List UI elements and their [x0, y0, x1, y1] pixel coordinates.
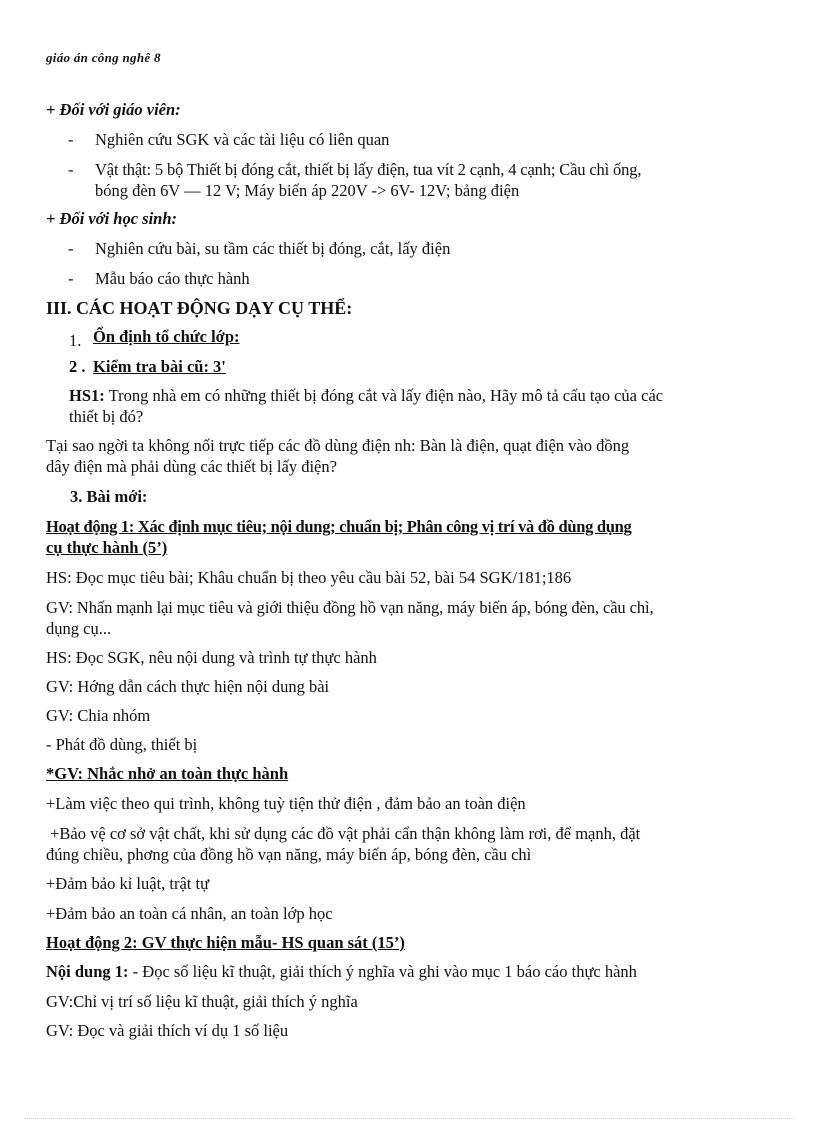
activity1-title: Hoạt động 1: Xác định mục tiêu; nội dung; chuẩn bị; Phân công vị trí và đồ dùng dụng	[46, 517, 632, 536]
dash-bullet: -	[68, 239, 74, 258]
step2-number: 2 .	[69, 357, 86, 376]
content-line: GV: Chia nhóm	[46, 706, 151, 725]
hs1-text: Trong nhà em có những thiết bị đóng cắt và lấy điện nào, Hãy mô tả cấu tạo của các	[104, 386, 664, 405]
content-line: - Phát đồ dùng, thiết bị	[46, 735, 198, 754]
content-line: GV: Hớng dẫn cách thực hiện nội dung bài	[46, 677, 330, 696]
dash-bullet: -	[68, 160, 74, 179]
dash-bullet: -	[68, 269, 74, 288]
question-line-1: Tại sao ngời ta không nối trực tiếp các đồ dùng điện nh: Bàn là điện, quạt điện vào đồng	[46, 436, 630, 455]
dash-bullet: -	[68, 130, 74, 149]
safety-item-cont: đúng chiều, phơng của đồng hồ vạn năng, máy biến áp, bóng đèn, cầu chì	[46, 845, 532, 864]
step1-number: 1.	[69, 331, 82, 350]
student-heading: + Đối với học sinh:	[46, 209, 178, 228]
content1-text: - Đọc số liệu kĩ thuật, giải thích ý nghĩa và ghi vào mục 1 báo cáo thực hành	[128, 962, 637, 981]
content1-label: Nội dung 1:	[46, 962, 129, 981]
content-line: GV: Đọc và giải thích ví dụ 1 số liệu	[46, 1021, 289, 1040]
step2-title	[93, 356, 226, 377]
hs1-question-cont: thiết bị đó?	[69, 407, 144, 426]
safety-item: +Đảm bảo an toàn cá nhân, an toàn lớp học	[46, 904, 333, 923]
step3-title	[70, 486, 147, 507]
content-line: HS: Đọc mục tiêu bài; Khâu chuẩn bị theo yêu cầu bài 52, bài 54 SGK/181;186	[46, 568, 572, 587]
teacher-item-2-cont: bóng đèn 6V — 12 V; Máy biến áp 220V -> 6V- 12V; bảng điện	[95, 181, 520, 200]
teacher-item-1: Nghiên cứu SGK và các tài liệu có liên quan	[95, 130, 390, 149]
safety-heading: *GV: Nhắc nhở an toàn thực hành	[46, 764, 289, 783]
question-line-2: dây điện mà phải dùng các thiết bị lấy điện?	[46, 457, 337, 476]
content-line: GV:Chỉ vị trí số liệu kĩ thuật, giải thích ý nghĩa	[46, 992, 358, 1011]
content-line: HS: Đọc SGK, nêu nội dung và trình tự thực hành	[46, 648, 377, 667]
safety-item: +Làm việc theo qui trình, không tuỳ tiện thử điện , đảm bảo an toàn điện	[46, 794, 526, 813]
page-header: giáo án công nghê 8	[46, 50, 161, 65]
teacher-heading: + Đối với giáo viên:	[46, 100, 181, 119]
section-title: III. CÁC HOẠT ĐỘNG DẠY CỤ THỂ:	[46, 298, 353, 318]
safety-item: +Bảo vệ cơ sở vật chất, khi sử dụng các đồ vật phải cẩn thận không làm rơi, để mạnh, đặt	[46, 824, 641, 843]
hs1-label: HS1:	[69, 386, 105, 405]
activity2-title: Hoạt động 2: GV thực hiện mẫu- HS quan sát (15’)	[46, 933, 405, 952]
hs1-question	[69, 385, 663, 406]
step3-text: 3. Bài mới:	[70, 487, 148, 506]
teacher-item-2: Vật thật: 5 bộ Thiết bị đóng cắt, thiết bị lấy điện, tua vít 2 cạnh, 4 cạnh; Cầu chì ống,	[95, 160, 642, 179]
step2-title-text: Kiểm tra bài cũ: 3'	[93, 357, 226, 376]
safety-item: +Đảm bảo kỉ luật, trật tự	[46, 874, 210, 893]
student-item-1: Nghiên cứu bài, su tầm các thiết bị đóng, cắt, lấy điện	[95, 239, 451, 258]
content-line: GV: Nhấn mạnh lại mục tiêu và giới thiệu đồng hồ vạn năng, máy biến áp, bóng đèn, cầu chì,	[46, 598, 654, 617]
content1-line	[46, 961, 637, 982]
activity1-title-cont: cụ thực hành (5’)	[46, 538, 168, 557]
page-bottom-divider	[24, 1118, 794, 1119]
student-item-2: Mẫu báo cáo thực hành	[95, 269, 250, 288]
step1-title: Ổn định tổ chức lớp:	[93, 327, 240, 346]
content-line: dụng cụ...	[46, 619, 112, 638]
